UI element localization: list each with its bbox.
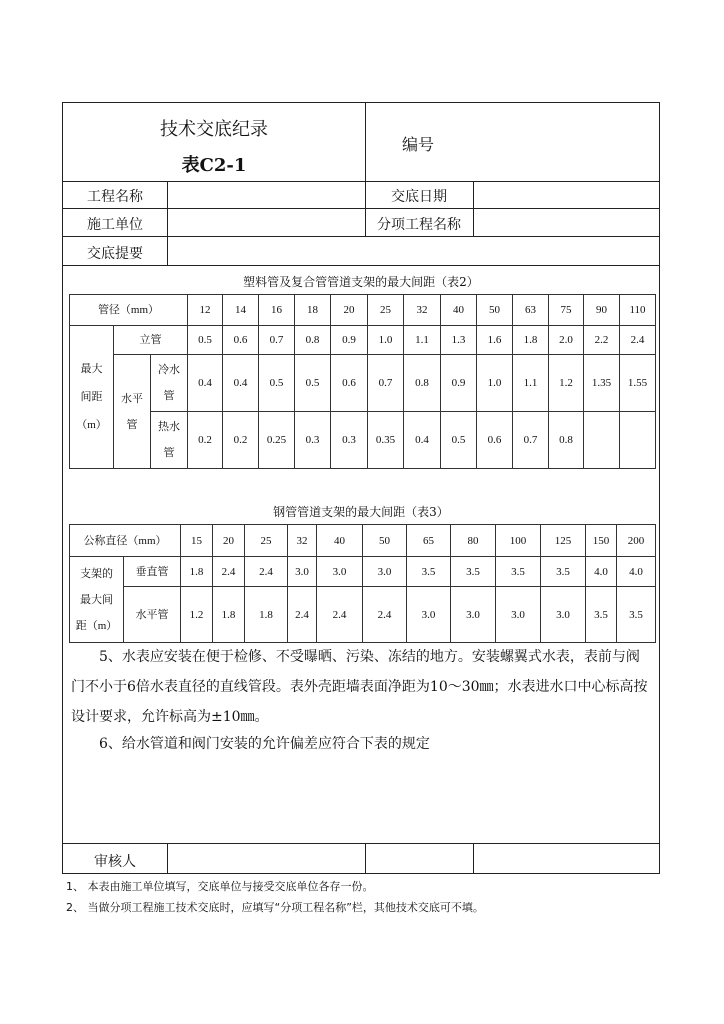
t3-cell: 1.2 (181, 587, 213, 643)
t2-cell (584, 412, 620, 469)
t2-horizontal-label: 水平 管 (114, 355, 151, 469)
t2-cell: 1.8 (513, 326, 549, 355)
t2-diameter: 18 (295, 295, 331, 326)
t3-diameter: 150 (586, 525, 617, 557)
t3-cell: 3.5 (407, 557, 451, 587)
t2-diameter: 110 (620, 295, 656, 326)
t2-cell: 2.2 (584, 326, 620, 355)
t3-cell: 3.5 (496, 557, 541, 587)
divider (167, 181, 168, 265)
divider (63, 843, 659, 844)
t3-cell: 2.4 (245, 557, 288, 587)
t3-cell: 3.0 (451, 587, 496, 643)
form-title: 技术交底纪录 (160, 119, 268, 140)
divider (63, 236, 659, 237)
plastic-pipe-support-table (69, 294, 656, 469)
t2-diameter: 25 (368, 295, 404, 326)
t2-vertical-label: 立管 (114, 326, 188, 355)
t2-cell: 0.6 (477, 412, 513, 469)
t2-cell: 1.2 (549, 355, 584, 412)
table3-caption: 钢管管道支架的最大间距（表3） (273, 505, 449, 519)
form-code: 表C2-1 (181, 155, 247, 176)
t3-cell: 3.5 (617, 587, 656, 643)
t2-cell: 1.3 (441, 326, 477, 355)
t3-cell: 3.0 (496, 587, 541, 643)
t2-cell: 0.2 (188, 412, 223, 469)
t2-diameter: 16 (259, 295, 295, 326)
t3-diameter: 20 (213, 525, 245, 557)
t2-cell: 0.5 (441, 412, 477, 469)
code-label: 编号 (401, 135, 434, 154)
t2-cell: 0.2 (223, 412, 259, 469)
t3-cell: 3.0 (407, 587, 451, 643)
t2-cell: 0.6 (331, 355, 368, 412)
t3-diameter: 25 (245, 525, 288, 557)
t2-cell: 1.6 (477, 326, 513, 355)
t2-diameter: 50 (477, 295, 513, 326)
t2-cell: 1.0 (477, 355, 513, 412)
t2-diameter: 14 (223, 295, 259, 326)
t2-cell: 0.8 (549, 412, 584, 469)
t2-cell: 2.4 (620, 326, 656, 355)
t2-hot-label: 热水 管 (151, 412, 188, 469)
t2-cell: 1.0 (368, 326, 404, 355)
t2-cell: 0.5 (295, 355, 331, 412)
t3-cell: 3.5 (451, 557, 496, 587)
t3-diameter: 100 (496, 525, 541, 557)
t3-cell: 1.8 (213, 587, 245, 643)
t3-cell: 1.8 (181, 557, 213, 587)
steel-pipe-support-table (69, 524, 656, 643)
project-name-label: 工程名称 (87, 189, 143, 205)
t3-cell: 3.0 (363, 557, 407, 587)
t2-cell: 0.7 (513, 412, 549, 469)
t3-horizontal-label: 水平管 (124, 587, 181, 643)
t3-diameter: 65 (407, 525, 451, 557)
t3-cell: 2.4 (317, 587, 363, 643)
t3-diameter: 40 (317, 525, 363, 557)
t2-cell: 1.35 (584, 355, 620, 412)
t2-diameter: 90 (584, 295, 620, 326)
t2-cell: 0.4 (188, 355, 223, 412)
t3-diameter: 15 (181, 525, 213, 557)
t2-cell: 0.5 (188, 326, 223, 355)
t2-diameter: 40 (441, 295, 477, 326)
t2-cell: 0.8 (404, 355, 441, 412)
t2-cell: 0.3 (295, 412, 331, 469)
t3-cell: 3.5 (586, 587, 617, 643)
t3-cell: 2.4 (363, 587, 407, 643)
t2-cell (620, 412, 656, 469)
t3-cell: 3.5 (541, 557, 586, 587)
summary-label: 交底提要 (87, 246, 143, 262)
t2-diameter: 20 (331, 295, 368, 326)
t3-diameter: 80 (451, 525, 496, 557)
t3-diameter: 50 (363, 525, 407, 557)
t2-diameter: 32 (404, 295, 441, 326)
t2-cell: 0.7 (259, 326, 295, 355)
t3-cell: 3.0 (541, 587, 586, 643)
divider (63, 181, 659, 182)
t2-cell: 1.55 (620, 355, 656, 412)
t3-diameter: 32 (288, 525, 317, 557)
t2-cell: 0.6 (223, 326, 259, 355)
divider (365, 843, 366, 874)
t3-header-label: 公称直径（mm） (70, 525, 181, 557)
divider (473, 843, 474, 874)
t2-row-group-label: 最大 间距 （m） (70, 326, 114, 469)
divider (63, 208, 659, 209)
note-1: 1、 本表由施工单位填写，交底单位与接受交底单位各存一份。 (66, 880, 374, 893)
t2-cell: 1.1 (513, 355, 549, 412)
t3-diameter: 125 (541, 525, 586, 557)
t2-cell: 1.1 (404, 326, 441, 355)
divider (63, 265, 659, 266)
divider (167, 843, 168, 874)
construction-unit-label: 施工单位 (87, 217, 143, 233)
sub-project-label: 分项工程名称 (377, 217, 461, 233)
t2-diameter: 75 (549, 295, 584, 326)
t2-diameter: 63 (513, 295, 549, 326)
t2-cell: 0.25 (259, 412, 295, 469)
t2-cell: 0.8 (295, 326, 331, 355)
t3-diameter: 200 (617, 525, 656, 557)
t2-header-label: 管径（mm） (70, 295, 188, 326)
paragraph-6: 6、给水管道和阀门安装的允许偏差应符合下表的规定 (99, 736, 430, 752)
t3-row-group-label: 支架的 最大间 距（m） (70, 557, 124, 643)
t2-diameter: 12 (188, 295, 223, 326)
t3-cell: 2.4 (288, 587, 317, 643)
t2-cell: 0.35 (368, 412, 404, 469)
t3-cell: 4.0 (586, 557, 617, 587)
handover-record-form (62, 102, 660, 874)
divider (473, 181, 474, 236)
t3-cell: 4.0 (617, 557, 656, 587)
handover-date-label: 交底日期 (391, 189, 447, 205)
note-2: 2、 当做分项工程施工技术交底时，应填写“分项工程名称”栏，其他技术交底可不填。 (66, 901, 484, 914)
t2-cell: 0.7 (368, 355, 404, 412)
t2-cell: 0.3 (331, 412, 368, 469)
reviewer-label: 审核人 (94, 854, 136, 870)
table2-caption: 塑料管及复合管管道支架的最大间距（表2） (243, 275, 479, 289)
t2-cell: 0.5 (259, 355, 295, 412)
t2-cold-label: 冷水 管 (151, 355, 188, 412)
t3-cell: 1.8 (245, 587, 288, 643)
t2-cell: 0.4 (404, 412, 441, 469)
t2-cell: 0.9 (331, 326, 368, 355)
t2-cell: 2.0 (549, 326, 584, 355)
paragraph-5: 5、水表应安装在便于检修、不受曝晒、污染、冻结的地方。安装螺翼式水表，表前与阀门不小于6倍水表直径的直线管段。表外壳距墙表面净距为10～30㎜；水表进水口中心标高按设计要求，允许标高为±10㎜。 (71, 649, 648, 725)
t2-cell: 0.9 (441, 355, 477, 412)
t3-cell: 3.0 (317, 557, 363, 587)
t2-cell: 0.4 (223, 355, 259, 412)
t3-vertical-label: 垂直管 (124, 557, 181, 587)
t3-cell: 2.4 (213, 557, 245, 587)
t3-cell: 3.0 (288, 557, 317, 587)
